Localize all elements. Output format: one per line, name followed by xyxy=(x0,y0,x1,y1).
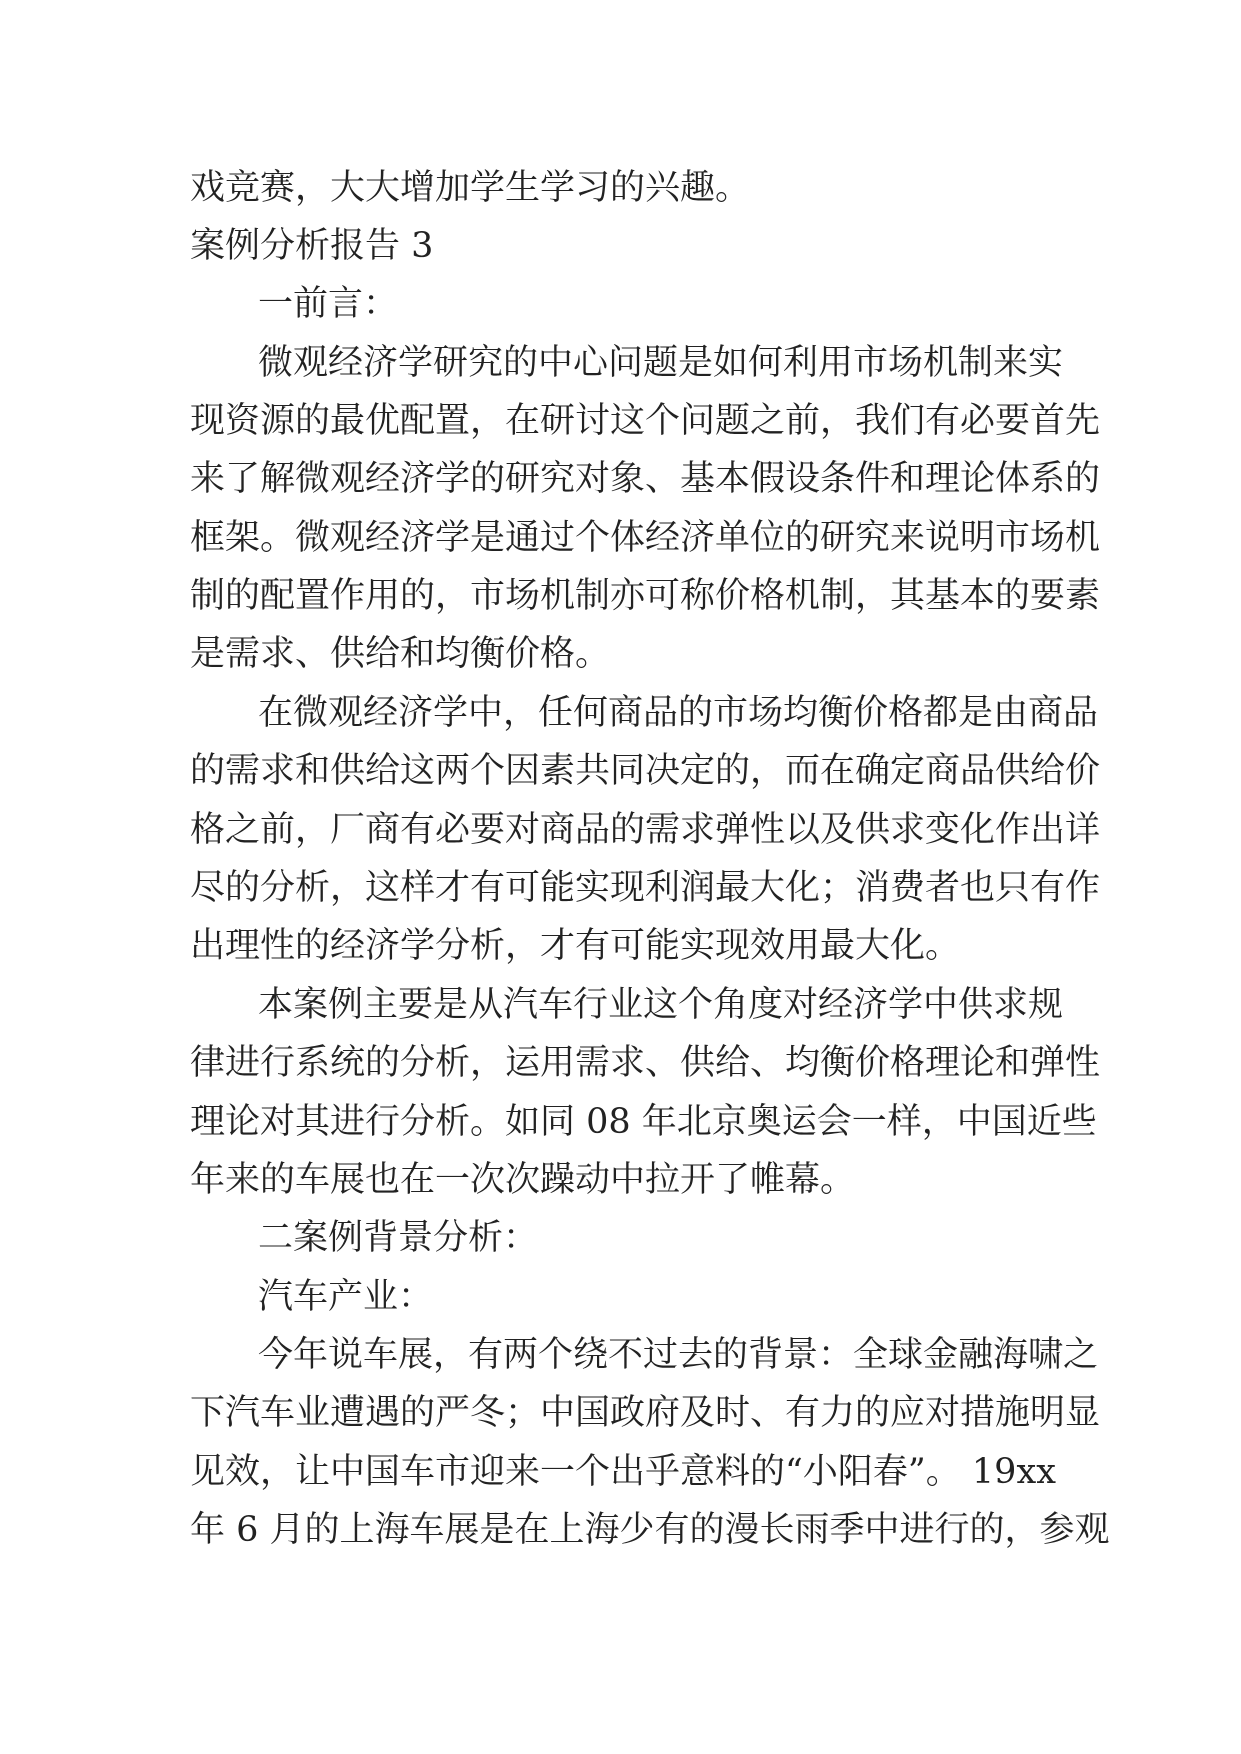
section-heading: 一前言： xyxy=(258,284,399,324)
paragraph-line: 见效，让中国车市迎来一个出乎意料的“小阳春”。 19xx xyxy=(190,1452,1056,1492)
paragraph-line: 下汽车业遭遇的严冬；中国政府及时、有力的应对措施明显 xyxy=(190,1393,1101,1433)
paragraph-line: 是需求、供给和均衡价格。 xyxy=(190,634,611,674)
paragraph-line: 制的配置作用的，市场机制亦可称价格机制，其基本的要素 xyxy=(190,576,1101,616)
paragraph-line: 理论对其进行分析。如同 08 年北京奥运会一样，中国近些 xyxy=(190,1102,1097,1142)
paragraph-line: 律进行系统的分析，运用需求、供给、均衡价格理论和弹性 xyxy=(190,1043,1101,1083)
paragraph-line: 的需求和供给这两个因素共同决定的，而在确定商品供给价 xyxy=(190,751,1101,791)
paragraph-line: 出理性的经济学分析，才有可能实现效用最大化。 xyxy=(190,926,961,966)
paragraph-line: 年来的车展也在一次次躁动中拉开了帷幕。 xyxy=(190,1160,856,1200)
section-heading: 二案例背景分析： xyxy=(258,1218,539,1258)
paragraph-line: 框架。微观经济学是通过个体经济单位的研究来说明市场机 xyxy=(190,518,1101,558)
paragraph-line: 现资源的最优配置，在研讨这个问题之前，我们有必要首先 xyxy=(190,401,1101,441)
paragraph-line: 格之前，厂商有必要对商品的需求弹性以及供求变化作出详 xyxy=(190,810,1101,850)
paragraph-line: 微观经济学研究的中心问题是如何利用市场机制来实 xyxy=(258,343,1064,383)
paragraph-line: 在微观经济学中，任何商品的市场均衡价格都是由商品 xyxy=(258,693,1099,733)
paragraph-line: 来了解微观经济学的研究对象、基本假设条件和理论体系的 xyxy=(190,459,1101,499)
paragraph-line: 戏竞赛，大大增加学生学习的兴趣。 xyxy=(190,168,751,208)
paragraph-line: 今年说车展，有两个绕不过去的背景：全球金融海啸之 xyxy=(258,1335,1099,1375)
paragraph-line: 尽的分析，这样才有可能实现利润最大化；消费者也只有作 xyxy=(190,868,1101,908)
subsection-heading: 汽车产业： xyxy=(258,1277,434,1317)
paragraph-line: 年 6 月的上海车展是在上海少有的漫长雨季中进行的，参观 xyxy=(190,1510,1110,1550)
section-title: 案例分析报告 3 xyxy=(190,226,434,266)
paragraph-line: 本案例主要是从汽车行业这个角度对经济学中供求规 xyxy=(258,985,1064,1025)
